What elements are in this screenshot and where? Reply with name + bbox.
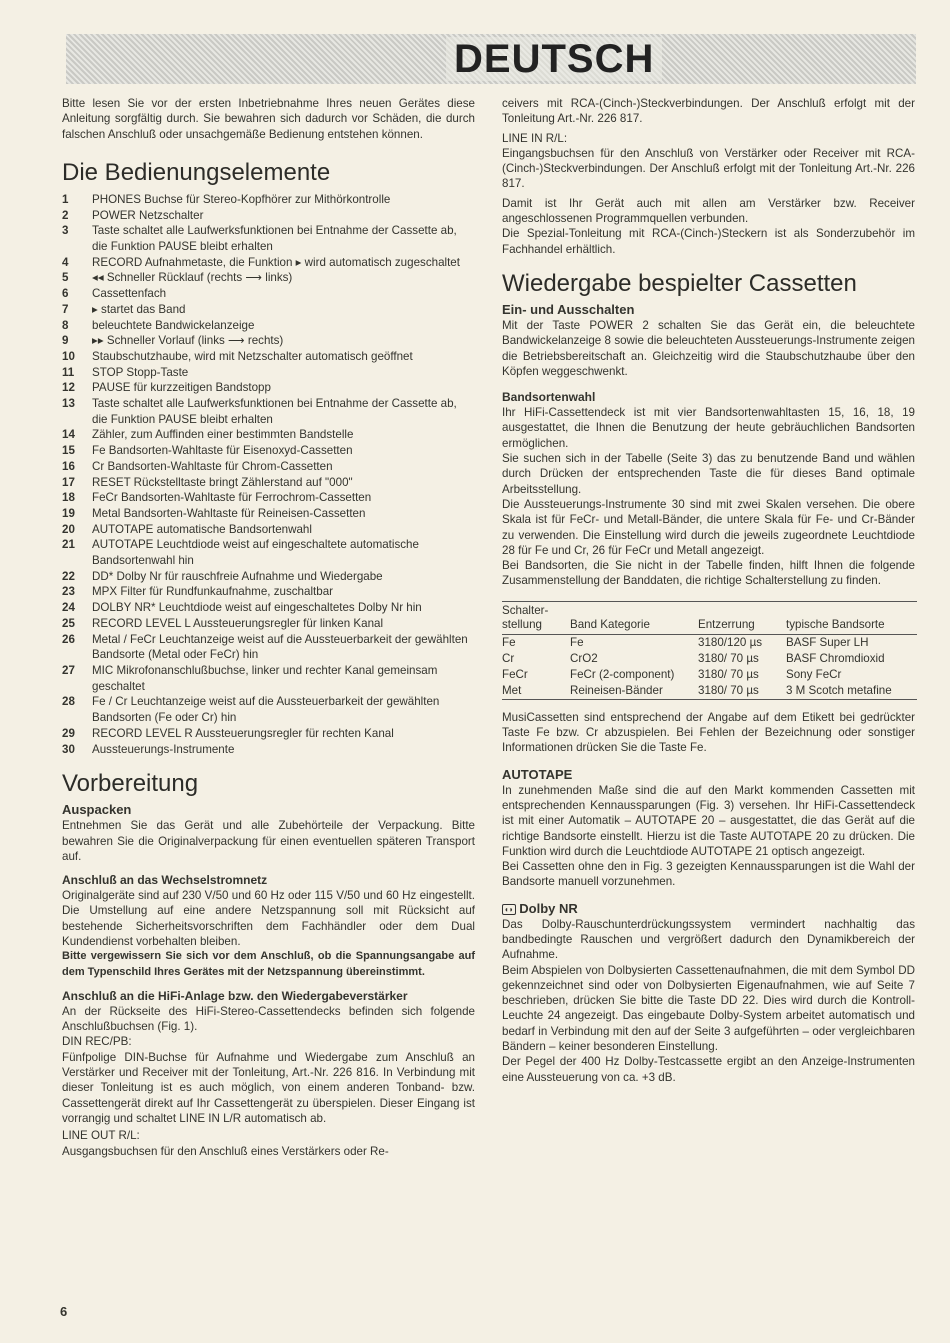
- playback-heading: Wiedergabe bespielter Cassetten: [502, 269, 857, 297]
- table-cell: Cr: [502, 651, 515, 665]
- table-cell: Sony FeCr: [786, 667, 842, 681]
- unpack-paragraph: Entnehmen Sie das Gerät und alle Zubehörteile der Verpackung. Bitte bewahren Sie die Originalverpackung für einen eventuellen späteren Transport auf.: [62, 819, 475, 863]
- control-item: 30 Aussteuerungs-Instrumente: [62, 742, 235, 756]
- table-header-cell: typische Bandsorte: [786, 601, 917, 634]
- autotape-heading: AUTOTAPE: [502, 766, 573, 782]
- onoff-heading: Ein- und Ausschalten: [502, 301, 635, 317]
- control-item: 20 AUTOTAPE automatische Bandsortenwahl: [62, 522, 312, 536]
- bandselect-paragraph-2: Sie suchen sich in der Tabelle (Seite 3) das zu benutzende Band und wählen durch Drücken der entsprechenden Taste die für dieses Band optimale Arbeitsstellung.: [502, 452, 915, 496]
- table-cell: 3180/ 70 µs: [698, 667, 759, 681]
- table-row: [502, 634, 917, 651]
- control-item: 10 Staubschutzhaube, wird mit Netzschalter automatisch geöffnet: [62, 349, 413, 363]
- language-banner: [66, 34, 916, 84]
- control-item: 18 FeCr Bandsorten-Wahltaste für Ferrochrom-Cassetten: [62, 491, 372, 505]
- control-item: 1 PHONES Buchse für Stereo-Kopfhörer zur Mithörkontrolle: [62, 192, 391, 206]
- prep-heading: Vorbereitung: [62, 770, 199, 798]
- linein-paragraph: Eingangsbuchsen für den Anschluß von Verstärker oder Receiver mit RCA-(Cinch-)Steckverbindungen. Der Anschluß erfolgt mit der Tonleitung Art.-Nr. 226 817.: [502, 146, 915, 191]
- bandselect-paragraph-1: Ihr HiFi-Cassettendeck ist mit vier Bandsortenwahltasten 15, 16, 18, 19 ausgestattet, die Ihnen die Benutzung der heute gebräuchlichen Bandsorten ermöglichen.: [502, 406, 915, 450]
- left-column: [62, 96, 475, 1159]
- autotape-paragraph-1: In zunehmenden Maße sind die auf den Markt kommenden Cassetten mit entsprechenden Kennaussparungen (Fig. 3) versehen. Ihr HiFi-Cassettendeck ist mit einer Automatik – AUTOTAPE 20 – ausgestattet, die das Gerät auf die richtige Bandsorte einstellt. Hierzu ist die Taste AUTOTAPE 20 zu drücken. Die Funktion wird durch die Leuchtdiode AUTOTAPE 21 optisch angezeigt.: [502, 783, 915, 858]
- table-cell: CrO2: [570, 651, 598, 665]
- control-item: 21 AUTOTAPE Leuchtdiode weist auf eingeschaltete automatische Bandsortenwahl hin: [62, 538, 419, 568]
- tape-table: [502, 601, 917, 700]
- control-item: 19 Metal Bandsorten-Wahltaste für Reineisen-Cassetten: [62, 506, 366, 520]
- control-item: 12 PAUSE für kurzzeitigen Bandstopp: [62, 381, 271, 395]
- table-cell: Met: [502, 683, 570, 700]
- control-item: 25 RECORD LEVEL L Aussteuerungsregler für linken Kanal: [62, 616, 384, 630]
- table-cell: Fe: [570, 635, 584, 649]
- control-item: 14 Zähler, zum Auffinden einer bestimmten Bandstelle: [62, 428, 354, 442]
- control-item: 3 Taste schaltet alle Laufwerksfunktionen bei Entnahme der Cassette ab, die Funktion PAUSE bleibt erhalten: [62, 224, 457, 253]
- autotape-paragraph-2: Bei Cassetten ohne den in Fig. 3 gezeigten Kennaussparungen ist die Wahl der Bandsorte manuell vorzunehmen.: [502, 860, 915, 889]
- table-cell: Reineisen-Bänder: [570, 683, 698, 700]
- bandselect-paragraph-4: Bei Bandsorten, die Sie nicht in der Tabelle finden, hilft Ihnen die folgende Zusammenstellung der Banddaten, die richtige Schalterstellung zu finden.: [502, 559, 915, 588]
- banner-title: DEUTSCH: [446, 37, 662, 81]
- table-cell: 3180/ 70 µs: [698, 683, 786, 700]
- control-item: 11 STOP Stopp-Taste: [62, 365, 189, 379]
- dolby-paragraph-1: Das Dolby-Rauschunterdrückungssystem vermindert nachhaltig das bandbedingte Rauschen und vergrößert dadurch den Dynamikbereich der Aufnahme.: [502, 917, 915, 962]
- control-item: 28 Fe / Cr Leuchtanzeige weist auf die Aussteuerbarkeit der gewählten Bandsorten (Fe oder Cr) hin: [62, 695, 440, 725]
- control-item: 16 Cr Bandsorten-Wahltaste für Chrom-Cassetten: [62, 459, 333, 473]
- tape-table-header: [502, 601, 917, 634]
- lineout-paragraph: Ausgangsbuchsen für den Anschluß eines Verstärkers oder Re-: [62, 1144, 389, 1158]
- mains-warning: Bitte vergewissern Sie sich vor dem Anschluß, ob die Spannungsangabe auf dem Typenschild Ihres Gerätes mit der Netzspannung übereinstimmt.: [62, 950, 475, 978]
- dolby-paragraph-3: Der Pegel der 400 Hz Dolby-Testcassette ergibt an den Anzeige-Instrumenten eine Aussteuerung von ca. +3 dB.: [502, 1055, 915, 1084]
- control-item: 27 MIC Mikrofonanschlußbuchse, linker und rechter Kanal gemeinsam geschaltet: [62, 663, 438, 693]
- table-row: [502, 667, 917, 683]
- control-item: 17 RESET Rückstelltaste bringt Zählerstand auf "000": [62, 475, 353, 489]
- control-item: 2 POWER Netzschalter: [62, 208, 204, 222]
- control-item: 26 Metal / FeCr Leuchtanzeige weist auf die Aussteuerbarkeit der gewählten Bandsorte (Metal oder FeCr) hin: [62, 632, 468, 662]
- table-row: [502, 683, 917, 700]
- table-cell: 3180/120 µs: [698, 635, 763, 649]
- control-item: 13 Taste schaltet alle Laufwerksfunktionen bei Entnahme der Cassette ab, die Funktion PAUSE bleibt erhalten: [62, 397, 457, 426]
- control-item: 24 DOLBY NR* Leuchtdiode weist auf eingeschaltetes Dolby Nr hin: [62, 601, 422, 615]
- mains-paragraph: Originalgeräte sind auf 230 V/50 und 60 Hz oder 115 V/50 und 60 Hz eingestellt. Die Umstellung auf eine andere Netzspannung soll mit Rücksicht auf bestehende Sicherheitsvorschriften dem Fachhändler oder dem Dual Kundendienst vorbehalten bleiben.: [62, 889, 475, 948]
- table-header-cell: Entzerrung: [698, 601, 786, 634]
- control-item: 6 Cassettenfach: [62, 287, 167, 301]
- right-column: [502, 96, 915, 1085]
- page-number: 6: [60, 1304, 68, 1319]
- unpack-heading: Auspacken: [62, 802, 132, 818]
- table-cell: 3 M Scotch metafine: [786, 683, 917, 700]
- din-paragraph: Fünfpolige DIN-Buchse für Aufnahme und Wiedergabe zum Anschluß an Verstärker und Receiver mit der Tonleitung, Art.-Nr. 226 816. In Verbindung mit dieser Tonleitung ist es auch möglich, von einem anderen Tonband- bzw. Cassettengerät direkt auf Ihr Cassettengerät zu überspielen. Dieser Eingang ist vorrangig und schaltet LINE IN L/R automatisch ab.: [62, 1050, 475, 1125]
- linein-label: LINE IN R/L:: [502, 131, 568, 145]
- table-cell: FeCr (2-component): [570, 667, 675, 681]
- dolby-paragraph-2: Beim Abspielen von Dolbysierten Cassettenaufnahmen, die mit dem Symbol DD gekennzeichnet sind oder von Dolbysierten Eigenaufnahmen, wie auf Seite 7 beschrieben, drücken Sie bitte die Taste DD 22. Dies wird durch die Kontroll-Leuchte 24 angezeigt. Das eingebaute Dolby-System arbeitet automatisch und bedarf in Verbindung mit den auf der Seite 3 aufgeführten – oder vergleichbaren Bändern – keiner besonderen Einstellung.: [502, 963, 915, 1054]
- table-header-cell: Schalter-stellung: [502, 601, 570, 634]
- table-cell: BASF Super LH: [786, 635, 869, 649]
- control-item: 29 RECORD LEVEL R Aussteuerungsregler für rechten Kanal: [62, 726, 394, 740]
- control-item: 15 Fe Bandsorten-Wahltaste für Eisenoxyd-Cassetten: [62, 444, 353, 458]
- control-item: 9 ▸▸ Schneller Vorlauf (links ⟶ rechts): [62, 334, 284, 348]
- control-item: 7 ▸ startet das Band: [62, 302, 186, 316]
- table-cell: FeCr: [502, 667, 528, 681]
- musicassette-paragraph: MusiCassetten sind entsprechend der Angabe auf dem Etikett bei gedrückter Taste Fe bzw. Cr abzuspielen. Bei Fehlen der Bezeichnung oder sonstiger Informationen drücken Sie die Taste Fe.: [502, 710, 915, 755]
- bandselect-heading: Bandsortenwahl: [502, 390, 596, 405]
- control-item: 23 MPX Filter für Rundfunkaufnahme, zuschaltbar: [62, 585, 334, 599]
- special-cable-paragraph: Die Spezial-Tonleitung mit RCA-(Cinch-)Steckern ist als Sonderzubehör im Fachhandel erhältlich.: [502, 227, 915, 256]
- table-cell: Fe: [502, 635, 516, 649]
- control-item: 22 DD* Dolby Nr für rauschfreie Aufnahme und Wiedergabe: [62, 569, 383, 583]
- din-label: DIN REC/PB:: [62, 1035, 132, 1049]
- dolby-heading: [502, 900, 915, 917]
- lineout-continued: ceivers mit RCA-(Cinch-)Steckverbindungen. Der Anschluß erfolgt mit der Tonleitung Art.-Nr. 226 817.: [502, 97, 915, 126]
- table-cell: BASF Chromdioxid: [786, 651, 885, 665]
- connection-paragraph: Damit ist Ihr Gerät auch mit allen am Verstärker bzw. Receiver angeschlossenen Programmquellen verbunden.: [502, 196, 915, 226]
- control-item: 4 RECORD Aufnahmetaste, die Funktion ▸ wird automatisch zugeschaltet: [62, 255, 460, 269]
- lineout-label: LINE OUT R/L:: [62, 1129, 140, 1143]
- controls-list: [62, 192, 475, 757]
- intro-paragraph: Bitte lesen Sie vor der ersten Inbetriebnahme Ihres neuen Gerätes diese Anleitung sorgfältig durch. Sie bewahren sich dadurch vor Schäden, die durch falschen Anschluß oder unsachgemäße Bedienung entstehen können.: [62, 97, 475, 141]
- hifi-paragraph: An der Rückseite des HiFi-Stereo-Cassettendecks befinden sich folgende Anschlußbuchsen (Fig. 1).: [62, 1004, 475, 1034]
- table-header-cell: Band Kategorie: [570, 601, 698, 634]
- dolby-double-d-icon: ◖◗: [504, 904, 514, 914]
- onoff-paragraph: Mit der Taste POWER 2 schalten Sie das Gerät ein, die beleuchtete Bandwickelanzeige 8 sowie die beleuchteten Aussteuerungs-Instrumente zeigen die Betriebsbereitschaft an. Gleichzeitig wird die Staubschutzhaube über den Köpfen weggeschwenkt.: [502, 318, 915, 378]
- dolby-heading-text: Dolby NR: [519, 900, 578, 916]
- control-item: 8 beleuchtete Bandwickelanzeige: [62, 318, 255, 332]
- controls-heading: Die Bedienungselemente: [62, 158, 331, 186]
- bandselect-paragraph-3: Die Aussteuerungs-Instrumente 30 sind mit zwei Skalen versehen. Die obere Skala ist für FeCr- und Metall-Bänder, die untere Skala für Fe- und Cr-Bänder zu verwenden. Die Einstellung wird durch die jeweils zugeordnete Leuchtdiode 28 für Fe und Cr, 26 für FeCr und Metall angezeigt.: [502, 497, 915, 557]
- table-row: [502, 651, 917, 667]
- table-cell: 3180/ 70 µs: [698, 651, 759, 665]
- mains-heading: Anschluß an das Wechselstromnetz: [62, 873, 268, 888]
- control-item: 5 ◂◂ Schneller Rücklauf (rechts ⟶ links): [62, 271, 293, 285]
- hifi-heading: Anschluß an die HiFi-Anlage bzw. den Wiedergabeverstärker: [62, 988, 408, 1003]
